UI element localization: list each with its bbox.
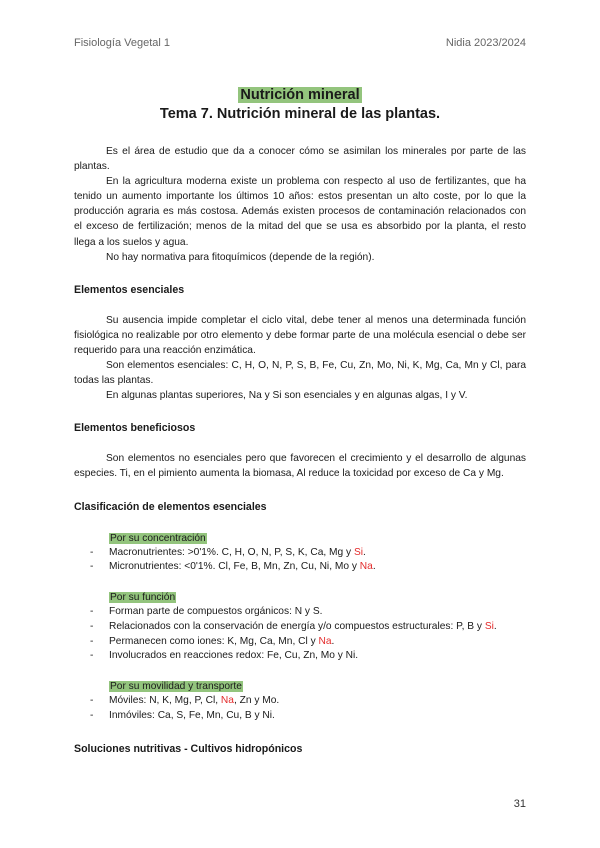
page-number: 31 [513, 798, 526, 810]
intro-paragraph: En la agricultura moderna existe un problema con respecto al uso de fertilizantes, que ha tenido un aumento importante los últimos 10 años: estos presentan un alto coste, por lo que la producción agraria es más costosa. Además existen procesos de contaminación relacionados con el exceso de fertilización; menos de la mitad del que se usa es absorbido por la planta, el resto llega a los suelos y agua. [74, 176, 526, 248]
esenciales-paragraph: En algunas plantas superiores, Na y Si son esenciales y en algunas algas, I y V. [106, 390, 468, 402]
subheading-movilidad: Por su movilidad y transporte [110, 681, 242, 693]
page-content [74, 86, 526, 757]
list-item: - Micronutrientes: <0'1%. Cl, Fe, B, Mn, Zn, Cu, Ni, Mo y Na. [74, 560, 526, 575]
section-title-highlight: Nutrición mineral [240, 87, 360, 103]
list-movilidad [74, 694, 526, 724]
header-author-year: Nidia 2023/2024 [445, 37, 526, 49]
intro-paragraph: Es el área de estudio que da a conocer cómo se asimilan los minerales por parte de las plantas. [74, 146, 526, 173]
list-item: - Permanecen como iones: K, Mg, Ca, Mn, Cl y Na. [74, 635, 526, 650]
beneficiosos-paragraph: Son elementos no esenciales pero que favorecen el crecimiento y el desarrollo de algunas especies. Ti, en el pimiento aumenta la biomasa, Al reduce la toxicidad por exceso de Ca y Mg. [74, 453, 526, 480]
list-item: - Móviles: N, K, Mg, P, Cl, Na, Zn y Mo. [74, 694, 526, 709]
heading-soluciones: Soluciones nutritivas - Cultivos hidropónicos [74, 742, 303, 755]
esenciales-paragraph: Su ausencia impide completar el ciclo vital, debe tener al menos una determinada función fisiológica no realizable por otro elemento y debe formar parte de una molécula esencial o debe ser requerido para una reacción enzimática. [74, 314, 526, 356]
list-item: - Involucrados en reacciones redox: Fe, Cu, Zn, Mo y Ni. [74, 649, 526, 664]
list-item: - Relacionados con la conservación de energía y/o compuestos estructurales: P, B y Si. [74, 620, 526, 635]
section-title [74, 86, 526, 105]
header-subject: Fisiología Vegetal 1 [74, 37, 171, 49]
intro-paragraph: No hay normativa para fitoquímicos (depende de la región). [106, 251, 375, 263]
esenciales-paragraph: Son elementos esenciales: C, H, O, N, P, S, B, Fe, Cu, Zn, Mo, Ni, K, Mg, Ca, Mn y Cl, para todas las plantas. [74, 360, 526, 387]
heading-beneficiosos: Elementos beneficiosos [74, 422, 196, 435]
list-item: - Forman parte de compuestos orgánicos: N y S. [74, 605, 526, 620]
list-item: - Macronutrientes: >0'1%. C, H, O, N, P, S, K, Ca, Mg y Si. [74, 546, 526, 561]
subheading-funcion: Por su función [110, 592, 176, 604]
list-concentracion [74, 546, 526, 576]
list-funcion [74, 605, 526, 664]
topic-title: Tema 7. Nutrición mineral de las plantas. [159, 106, 441, 122]
heading-clasificacion: Clasificación de elementos esenciales [74, 500, 267, 513]
list-item: - Inmóviles: Ca, S, Fe, Mn, Cu, B y Ni. [74, 709, 526, 724]
heading-esenciales: Elementos esenciales [74, 283, 185, 296]
subheading-concentracion: Por su concentración [110, 532, 206, 544]
